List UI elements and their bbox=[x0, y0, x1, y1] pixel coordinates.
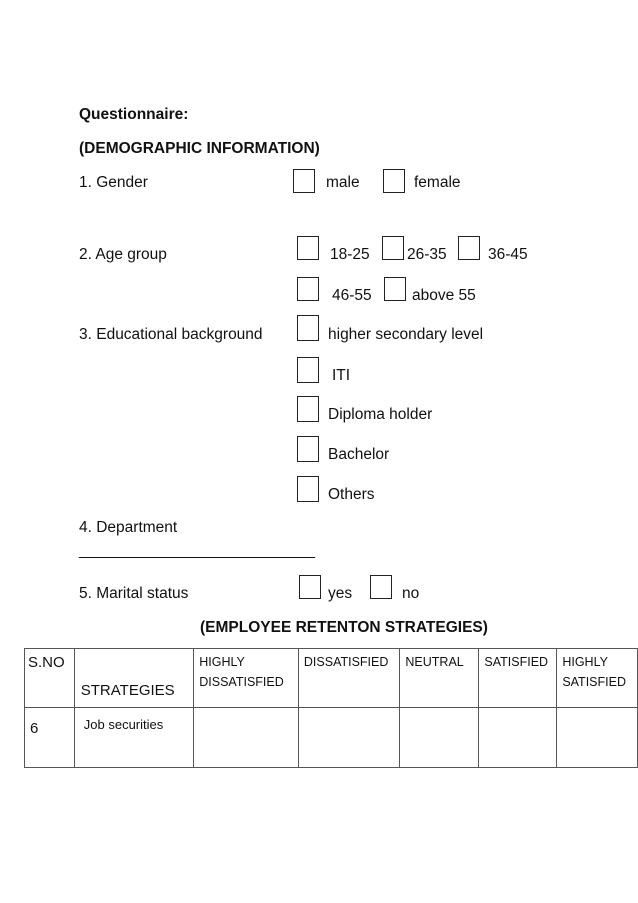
edu-others-checkbox[interactable] bbox=[297, 476, 319, 502]
edu-diploma-checkbox[interactable] bbox=[297, 396, 319, 422]
table-row bbox=[25, 708, 638, 768]
marital-yes-checkbox[interactable] bbox=[299, 575, 321, 599]
row-sno-cell bbox=[25, 708, 75, 768]
header-dissatisfied-text: DISSATISFIED bbox=[303, 655, 389, 669]
header-highly-satisfied-text: HIGHLY SATISFIED bbox=[562, 655, 626, 689]
gender-label: 1. Gender bbox=[79, 174, 148, 191]
age-26-35-label: 26-35 bbox=[407, 246, 447, 263]
marital-no-label: no bbox=[402, 585, 420, 602]
age-group-label: 2. Age group bbox=[79, 246, 167, 263]
marital-status-label: 5. Marital status bbox=[79, 585, 189, 602]
education-label: 3. Educational background bbox=[79, 326, 263, 343]
header-highly-dissatisfied-text: HIGHLY DISSATISFIED bbox=[199, 655, 284, 689]
gender-female-checkbox[interactable] bbox=[383, 169, 405, 193]
rating-dissatisfied-cell[interactable] bbox=[298, 708, 400, 768]
department-label: 4. Department bbox=[79, 519, 178, 536]
questionnaire-title: Questionnaire: bbox=[79, 106, 189, 123]
header-sno-text: S.NO bbox=[28, 654, 65, 671]
gender-male-label: male bbox=[326, 174, 360, 191]
header-strategies-text: STRATEGIES bbox=[80, 682, 175, 699]
edu-others-label: Others bbox=[328, 486, 375, 503]
header-satisfied bbox=[479, 649, 557, 708]
gender-male-checkbox[interactable] bbox=[293, 169, 315, 193]
header-highly-dissatisfied bbox=[194, 649, 299, 708]
table-header-row bbox=[25, 649, 638, 708]
rating-neutral-cell[interactable] bbox=[400, 708, 479, 768]
age-36-45-checkbox[interactable] bbox=[458, 236, 480, 260]
header-sno bbox=[25, 649, 75, 708]
header-highly-satisfied bbox=[557, 649, 638, 708]
rating-highly-dissatisfied-cell[interactable] bbox=[194, 708, 299, 768]
age-46-55-label: 46-55 bbox=[332, 287, 372, 304]
demographic-heading: (DEMOGRAPHIC INFORMATION) bbox=[79, 140, 320, 157]
edu-higher-secondary-label: higher secondary level bbox=[328, 326, 484, 343]
header-neutral-text: NEUTRAL bbox=[405, 655, 464, 669]
age-18-25-label: 18-25 bbox=[330, 246, 370, 263]
age-26-35-checkbox[interactable] bbox=[382, 236, 404, 260]
edu-iti-checkbox[interactable] bbox=[297, 357, 319, 383]
rating-satisfied-cell[interactable] bbox=[479, 708, 557, 768]
rating-highly-satisfied-cell[interactable] bbox=[557, 708, 638, 768]
marital-no-checkbox[interactable] bbox=[370, 575, 392, 599]
edu-bachelor-label: Bachelor bbox=[328, 446, 390, 463]
strategies-table bbox=[24, 648, 638, 768]
department-answer-line[interactable]: ____________________________ bbox=[79, 542, 315, 559]
header-neutral bbox=[400, 649, 479, 708]
age-18-25-checkbox[interactable] bbox=[297, 236, 319, 260]
header-satisfied-text: SATISFIED bbox=[484, 655, 549, 669]
header-strategies bbox=[74, 649, 193, 708]
edu-bachelor-checkbox[interactable] bbox=[297, 436, 319, 462]
marital-yes-label: yes bbox=[328, 585, 353, 602]
row-strategy-cell bbox=[74, 708, 193, 768]
age-above-55-checkbox[interactable] bbox=[384, 277, 406, 301]
edu-diploma-label: Diploma holder bbox=[328, 406, 433, 423]
row-sno-text: 6 bbox=[30, 720, 39, 737]
edu-iti-label: ITI bbox=[332, 367, 351, 384]
gender-female-label: female bbox=[414, 174, 461, 191]
age-46-55-checkbox[interactable] bbox=[297, 277, 319, 301]
strategies-section-title: (EMPLOYEE RETENTON STRATEGIES) bbox=[200, 619, 488, 636]
age-36-45-label: 36-45 bbox=[488, 246, 528, 263]
header-dissatisfied bbox=[298, 649, 400, 708]
edu-higher-secondary-checkbox[interactable] bbox=[297, 315, 319, 341]
row-strategy-text: Job securities bbox=[83, 717, 164, 732]
age-above-55-label: above 55 bbox=[412, 287, 476, 304]
